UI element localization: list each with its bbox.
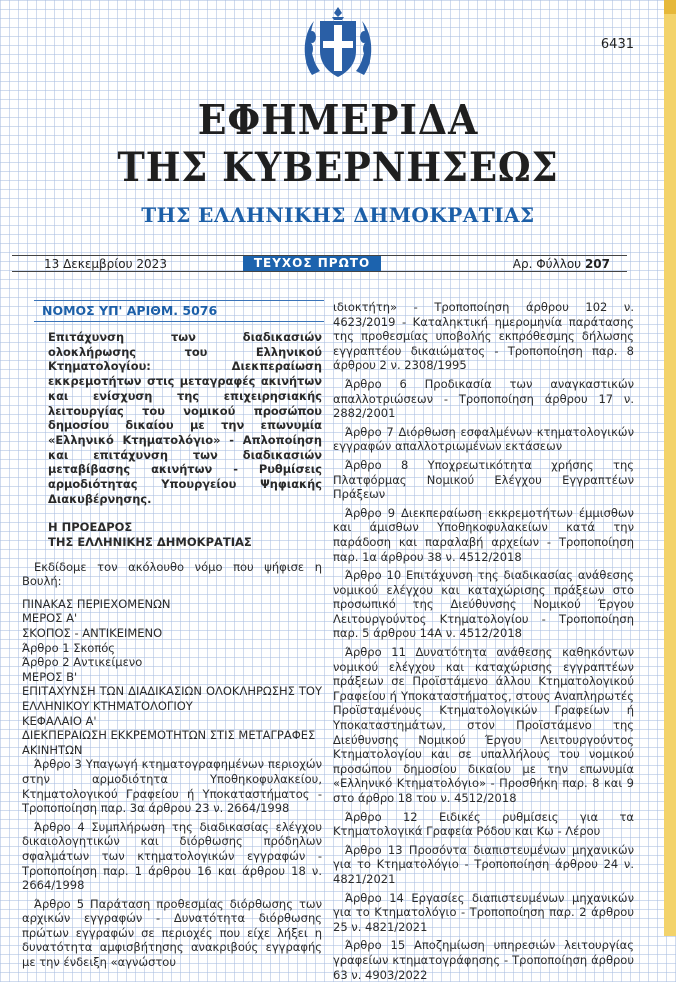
sheet-label: Αρ. Φύλλου — [512, 257, 582, 271]
toc-article: Άρθρο 15 Αποζημίωση υπηρεσιών λειτουργίας γραφείων κτηματογράφησης - Τροποποίηση άρθρου 63 ν. 4903/2022 — [333, 938, 634, 982]
law-title: ΝΟΜΟΣ ΥΠ' ΑΡΙΘΜ. 5076 — [42, 303, 218, 318]
toc-article: Άρθρο 6 Προδικασία των αναγκαστικών απαλλοτριώσεων - Τροποποίηση άρθρου 17 ν. 2882/2001 — [333, 376, 634, 421]
toc-article: Άρθρο 10 Επιτάχυνση της διαδικασίας ανάθεσης νομικού ελέγχου και καταχώρισης πράξεων στο προσωπικό της Διεύθυνσης Νομικού Έργου Λειτουργούντος Κτηματολογίου - Τροποποίηση παρ. 5 άρθρου 14Α ν. 4512/2018 — [333, 568, 634, 641]
issue-badge: ΤΕΥΧΟΣ ΠΡΩΤΟ — [243, 256, 381, 271]
toc-article: Άρθρο 4 Συμπλήρωση της διαδικασίας ελέγχου δικαιολογητικών και διόρθωσης πρόδηλων σφαλμάτων των κτηματολογικών εγγραφών - Τροποποίηση παρ. 1 άρθρου 16 και άρθρου 18 ν. 2664/1998 — [22, 819, 322, 893]
toc-item: ΠΙΝΑΚΑΣ ΠΕΡΙΕΧΟΜΕΝΩΝ — [22, 596, 171, 611]
greek-coat-of-arms-icon — [298, 5, 378, 85]
law-description: Επιτάχυνση των διαδικασιών ολοκλήρωσης του Ελληνικού Κτηματολογίου: Διεκπεραίωση εκκρεμοτήτων στις μεταγραφές ακινήτων και ενίσχυση της επιχειρησιακής λειτουργίας του νομικού προσώπου δημοσίου δικαίου με την επωνυμία «Ελληνικό Κτηματολόγιο» - Απλοποίηση και επιτάχυνση των διαδικασιών μεταβίβασης ακινήτων - Ρυθμίσεις αρμοδιότητας Υπουργείου Ψηφιακής Διακυβέρνησης. — [48, 330, 322, 506]
toc-article: Άρθρο 3 Υπαγωγή κτηματογραφημένων περιοχών στην αρμοδιότητα Υποθηκοφυλακείου, Κτηματολογικού Γραφείου ή Υποκαταστήματος - Τροποποίηση παρ. 3α άρθρου 23 ν. 2664/1998 — [22, 757, 322, 816]
header-rule-bottom — [12, 271, 627, 272]
sheet-number-value: 207 — [584, 257, 610, 271]
toc-article: Άρθρο 7 Διόρθωση εσφαλμένων κτηματολογικών εγγραφών απαλλοτριωμένων εκτάσεων — [333, 424, 634, 454]
toc-item: ΔΙΕΚΠΕΡΑΙΩΣΗ ΕΚΚΡΕΜΟΤΗΤΩΝ ΣΤΙΣ ΜΕΤΑΓΡΑΦΕΣ ΑΚΙΝΗΤΩΝ — [22, 728, 316, 757]
gazette-title: ΕΦΗΜΕΡΙΔΑ — [197, 96, 479, 144]
toc-article: Άρθρο 11 Δυνατότητα ανάθεσης καθηκόντων νομικού ελέγχου και καταχώρισης εγγραπτέων πράξεων σε Προϊστάμενο άλλου Κτηματολογικού Γραφείου ή Υποκαταστήματος, στους Αναπληρωτές Προϊσταμένους Κτηματολογικών Γραφείων ή Υποκαταστημάτων, στον Προϊστάμενο της Διεύθυνσης Νομικού Έργου Λειτουργούντος Κτηματολογίου και σε υπαλλήλους του νομικού προσώπου δημοσίου δικαίου με την επωνυμία «Ελληνικό Κτηματολόγιο» - Προσθήκη παρ. 8 και 9 στο άρθρο 18 του ν. 4512/2018 — [333, 645, 634, 805]
page-number: 6431 — [600, 37, 634, 52]
toc-item: ΚΕΦΑΛΑΙΟ Α' — [22, 713, 97, 728]
toc-article: Άρθρο 5 Παράταση προθεσμίας διόρθωσης των αρχικών εγγραφών - Δυνατότητα διόρθωσης πρώτων εγγραφών σε περιοχές που είχε λήξει η δυνατότητα αμφισβήτησης ανακριβούς εγγραφής με την ένδειξη «αγνώστου — [22, 896, 322, 970]
toc-item: ΜΕΡΟΣ Α' — [22, 611, 78, 626]
issue-date: 13 Δεκεμβρίου 2023 — [44, 257, 167, 271]
toc-article: Άρθρο 8 Υποχρεωτικότητα χρήσης της Πλατφόρμας Νομικού Ελέγχου Εγγραπτέων Πράξεων — [333, 457, 634, 502]
toc-item: ΕΠΙΤΑΧΥΝΣΗ ΤΩΝ ΔΙΑΔΙΚΑΣΙΩΝ ΟΛΟΚΛΗΡΩΣΗΣ ΤΟΥ ΕΛΛΗΝΙΚΟΥ ΚΤΗΜΑΤΟΛΟΓΙΟΥ — [22, 684, 322, 713]
toc-item: Άρθρο 1 Σκοπός — [22, 640, 116, 655]
toc-article: Άρθρο 12 Ειδικές ρυθμίσεις για τα Κτηματολογικά Γραφεία Ρόδου και Κω - Λέρου — [333, 809, 634, 839]
right-column — [333, 300, 634, 982]
toc-article: Άρθρο 14 Εργασίες διαπιστευμένων μηχανικών για το Κτηματολόγιο - Τροποποίηση παρ. 2 άρθρου 25 ν. 4821/2021 — [333, 890, 634, 934]
toc-item: ΣΚΟΠΟΣ - ΑΝΤΙΚΕΙΜΕΝΟ — [22, 626, 163, 640]
toc-item: ΜΕΡΟΣ Β' — [22, 669, 78, 684]
toc-article: Άρθρο 9 Διεκπεραίωση εκκρεμοτήτων έμμισθων και άμισθων Υποθηκοφυλακείων κατά την παράδοση και παραλαβή αρχείων - Τροποποίηση παρ. 1α άρθρου 38 ν. 4512/2018 — [333, 505, 634, 564]
intro-text: Εκδίδομε τον ακόλουθο νόμο που ψήφισε η Βουλή: — [22, 559, 322, 589]
president-heading — [48, 520, 322, 549]
sheet-number — [513, 257, 610, 271]
toc-article: ιδιοκτήτη» - Τροποποίηση άρθρου 102 ν. 4623/2019 - Καταληκτική ημερομηνία παράτασης της προθεσμίας υποβολής εκπρόθεσμης δήλωσης εγγραπτέου δικαιώματος - Τροποποίηση παρ. 8 άρθρου 2 ν. 2308/1995 — [333, 300, 634, 373]
gazette-title-line2: ΤΗΣ ΚΥΒΕΡΝΗΣΕΩΣ — [117, 144, 559, 191]
president-line2: ΤΗΣ ΕΛΛΗΝΙΚΗΣ ΔΗΜΟΚΡΑΤΙΑΣ — [48, 535, 252, 550]
gazette-subtitle: ΤΗΣ ΕΛΛΗΝΙΚΗΣ ΔΗΜΟΚΡΑΤΙΑΣ — [141, 203, 535, 227]
president-line1: Η ΠΡΟΕΔΡΟΣ — [48, 520, 133, 535]
page-corner-strip — [664, 0, 676, 936]
left-column — [22, 300, 322, 970]
toc-item: Άρθρο 2 Αντικείμενο — [22, 655, 143, 670]
table-of-contents — [22, 597, 322, 758]
toc-article: Άρθρο 13 Προσόντα διαπιστευμένων μηχανικών για το Κτηματολόγιο - Τροποποίηση άρθρου 24 ν. 4821/2021 — [333, 842, 634, 886]
